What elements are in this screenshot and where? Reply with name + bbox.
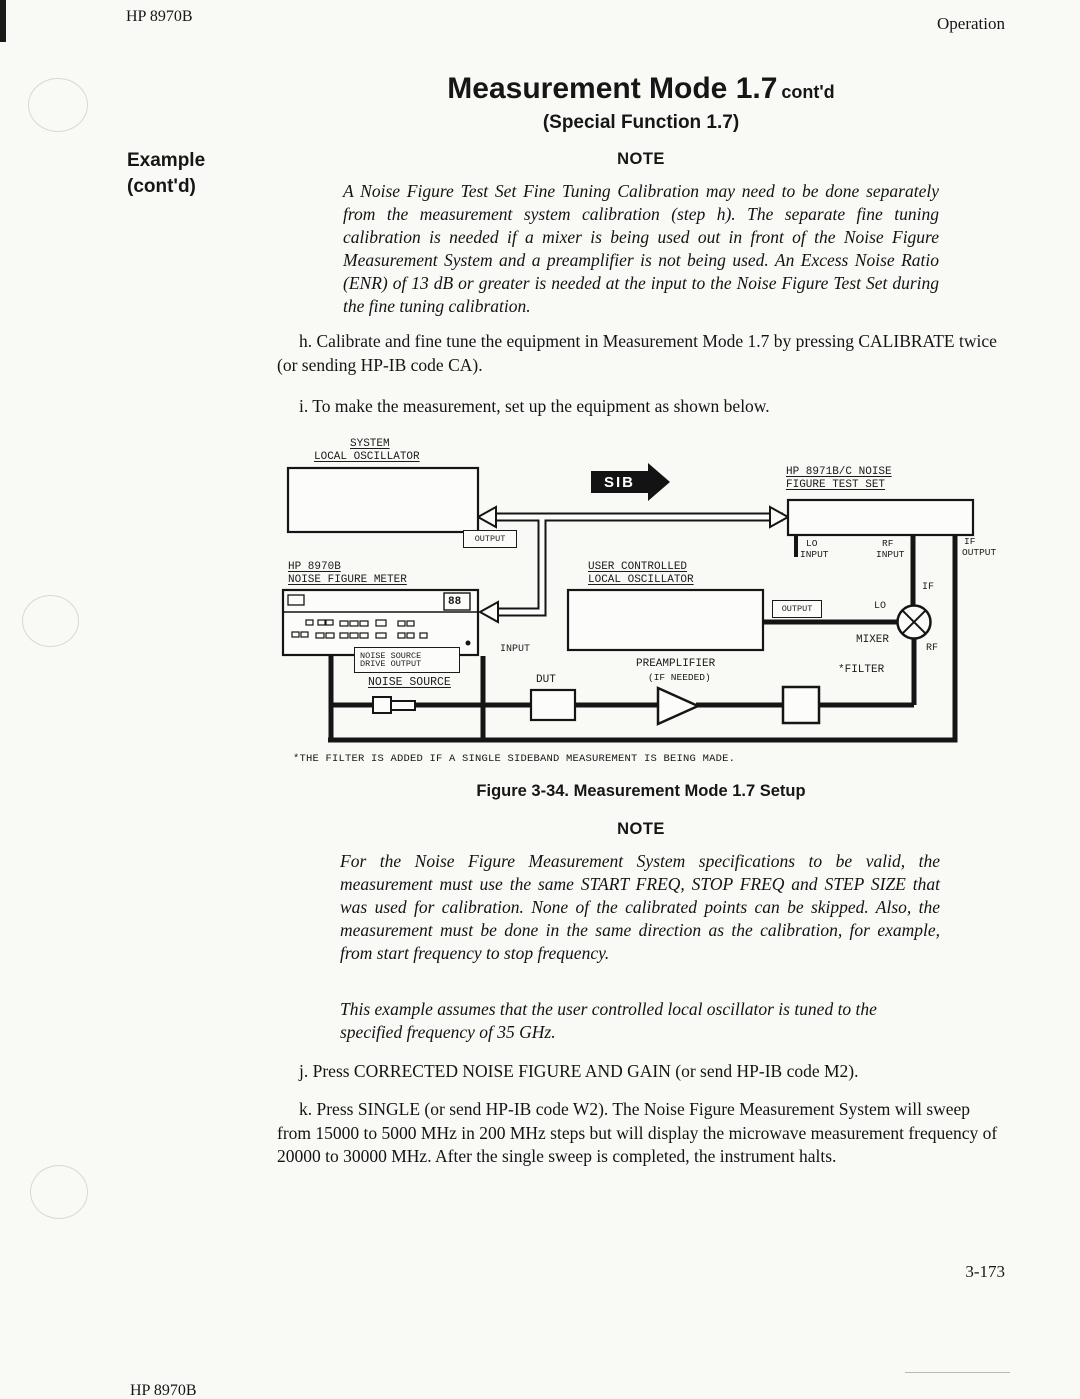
mixer-if-label: IF bbox=[922, 582, 935, 593]
scan-artifact-circle bbox=[28, 78, 88, 132]
system-output-tag: OUTPUT bbox=[463, 530, 517, 548]
note1-body: A Noise Figure Test Set Fine Tuning Calibration may need to be done separately from the measurement system calibration (step h). The separate fine tuning calibration is needed if a mixer is being used out in front of the Noise Figure Measurement System and a preamplifier is not being used. An Excess Noise Ratio (ENR) of 13 dB or greater is needed at the input to the Noise Figure Test Set during the fine tuning calibration. bbox=[343, 181, 939, 317]
testset-port-rf-input: INPUT bbox=[876, 549, 905, 560]
meter-label-1: HP 8970B bbox=[288, 561, 341, 573]
mixer-rf-label: RF bbox=[926, 643, 939, 654]
note2-para2: This example assumes that the user controlled local oscillator is tuned to the specified frequency of 35 GHz. bbox=[340, 999, 877, 1043]
meter-label-2: NOISE FIGURE METER bbox=[288, 574, 407, 586]
header-right: Operation bbox=[937, 14, 1005, 33]
page-title-suffix: cont'd bbox=[781, 82, 835, 102]
sidebar-example-label bbox=[127, 148, 205, 199]
testset-label-2: FIGURE TEST SET bbox=[786, 479, 886, 491]
user-lo-label-1: USER CONTROLLED bbox=[588, 561, 688, 573]
step-j: j. Press CORRECTED NOISE FIGURE AND GAIN (or send HP-IB code M2). bbox=[299, 1061, 859, 1081]
sidebar-example-line2: (cont'd) bbox=[127, 175, 196, 197]
testset-box bbox=[788, 500, 973, 535]
note2-para1: For the Noise Figure Measurement System specifications to be valid, the measurement must use the same START FREQ, STOP FREQ and STEP SIZE that was used for calibration. None of the calibrated points can be skipped. Also, the measurement must be done in the same direction as the calibration, for example, from start frequency to stop frequency. bbox=[340, 851, 940, 964]
noise-source-label: NOISE SOURCE bbox=[368, 676, 451, 689]
header-left: HP 8970B bbox=[126, 8, 193, 25]
system-lo-box bbox=[288, 468, 478, 532]
noise-drive-tag bbox=[354, 647, 460, 673]
preamp-triangle-icon bbox=[658, 688, 698, 724]
mixer-label: MIXER bbox=[856, 634, 890, 646]
page-number: 3-173 bbox=[965, 1262, 1005, 1281]
user-lo-box bbox=[568, 590, 763, 650]
step-i: i. To make the measurement, set up the equipment as shown below. bbox=[299, 396, 770, 416]
sidebar-example-line1: Example bbox=[127, 150, 206, 171]
note1-heading: NOTE bbox=[617, 150, 665, 168]
testset-port-if: IF bbox=[964, 536, 976, 547]
noise-source-plug bbox=[373, 697, 391, 713]
page-subtitle: (Special Function 1.7) bbox=[542, 112, 740, 133]
meter-knob-icon bbox=[466, 641, 471, 646]
system-lo-label-1: SYSTEM bbox=[350, 438, 390, 450]
filter-label: *FILTER bbox=[838, 664, 885, 676]
mixer-lo-label: LO bbox=[874, 601, 887, 612]
meter-display-value: 88 bbox=[448, 596, 462, 608]
testset-label-1: HP 8971B/C NOISE bbox=[786, 466, 892, 478]
dut-label: DUT bbox=[536, 674, 556, 686]
user-lo-label-2: LOCAL OSCILLATOR bbox=[588, 574, 694, 586]
page-title-main: Measurement Mode 1.7 bbox=[447, 72, 778, 105]
user-output-tag: OUTPUT bbox=[772, 600, 822, 618]
footer-left: HP 8970B bbox=[130, 1382, 197, 1399]
scan-artifact-circle bbox=[30, 1165, 88, 1219]
figure-caption: Figure 3-34. Measurement Mode 1.7 Setup bbox=[476, 782, 806, 800]
arrowhead-meter-icon bbox=[480, 602, 498, 622]
dut-box bbox=[531, 690, 575, 720]
arrowhead-right-icon bbox=[770, 507, 788, 527]
preamp-label-2: (IF NEEDED) bbox=[648, 672, 711, 683]
testset-port-rf: RF bbox=[882, 538, 894, 549]
meter-input-label: INPUT bbox=[500, 644, 531, 655]
step-h: h. Calibrate and fine tune the equipment in Measurement Mode 1.7 by pressing CALIBRATE twice (or sending HP-IB code CA). bbox=[277, 331, 997, 375]
page-title bbox=[277, 72, 1005, 106]
noise-drive-line1: NOISE SOURCE bbox=[360, 650, 422, 661]
system-lo-label-2: LOCAL OSCILLATOR bbox=[314, 451, 420, 463]
arrowhead-left-icon bbox=[478, 507, 496, 527]
figure-3-34-diagram bbox=[278, 435, 1014, 750]
step-k: k. Press SINGLE (or send HP-IB code W2). The Noise Figure Measurement System will sweep from 15000 to 5000 MHz in 200 MHz steps but will display the microwave measurement frequency of 20000 to 30000 MHz. After the single sweep is completed, the instrument halts. bbox=[277, 1099, 998, 1167]
sib-label: SIB bbox=[603, 473, 635, 491]
testset-port-lo-input: INPUT bbox=[800, 549, 829, 560]
figure-footnote: *THE FILTER IS ADDED IF A SINGLE SIDEBAND MEASUREMENT IS BEING MADE. bbox=[293, 753, 736, 765]
noise-drive-line2: DRIVE OUTPUT bbox=[360, 659, 422, 669]
noise-source-plug-tip bbox=[391, 701, 415, 710]
preamp-label-1: PREAMPLIFIER bbox=[636, 658, 716, 670]
filter-box bbox=[783, 687, 819, 723]
scan-artifact-circle bbox=[22, 595, 79, 647]
scan-edge-mark bbox=[0, 0, 6, 42]
footer-rule bbox=[905, 1372, 1010, 1373]
testset-port-if-output: OUTPUT bbox=[962, 547, 997, 558]
testset-port-lo: LO bbox=[806, 538, 818, 549]
note2-heading: NOTE bbox=[617, 820, 665, 838]
